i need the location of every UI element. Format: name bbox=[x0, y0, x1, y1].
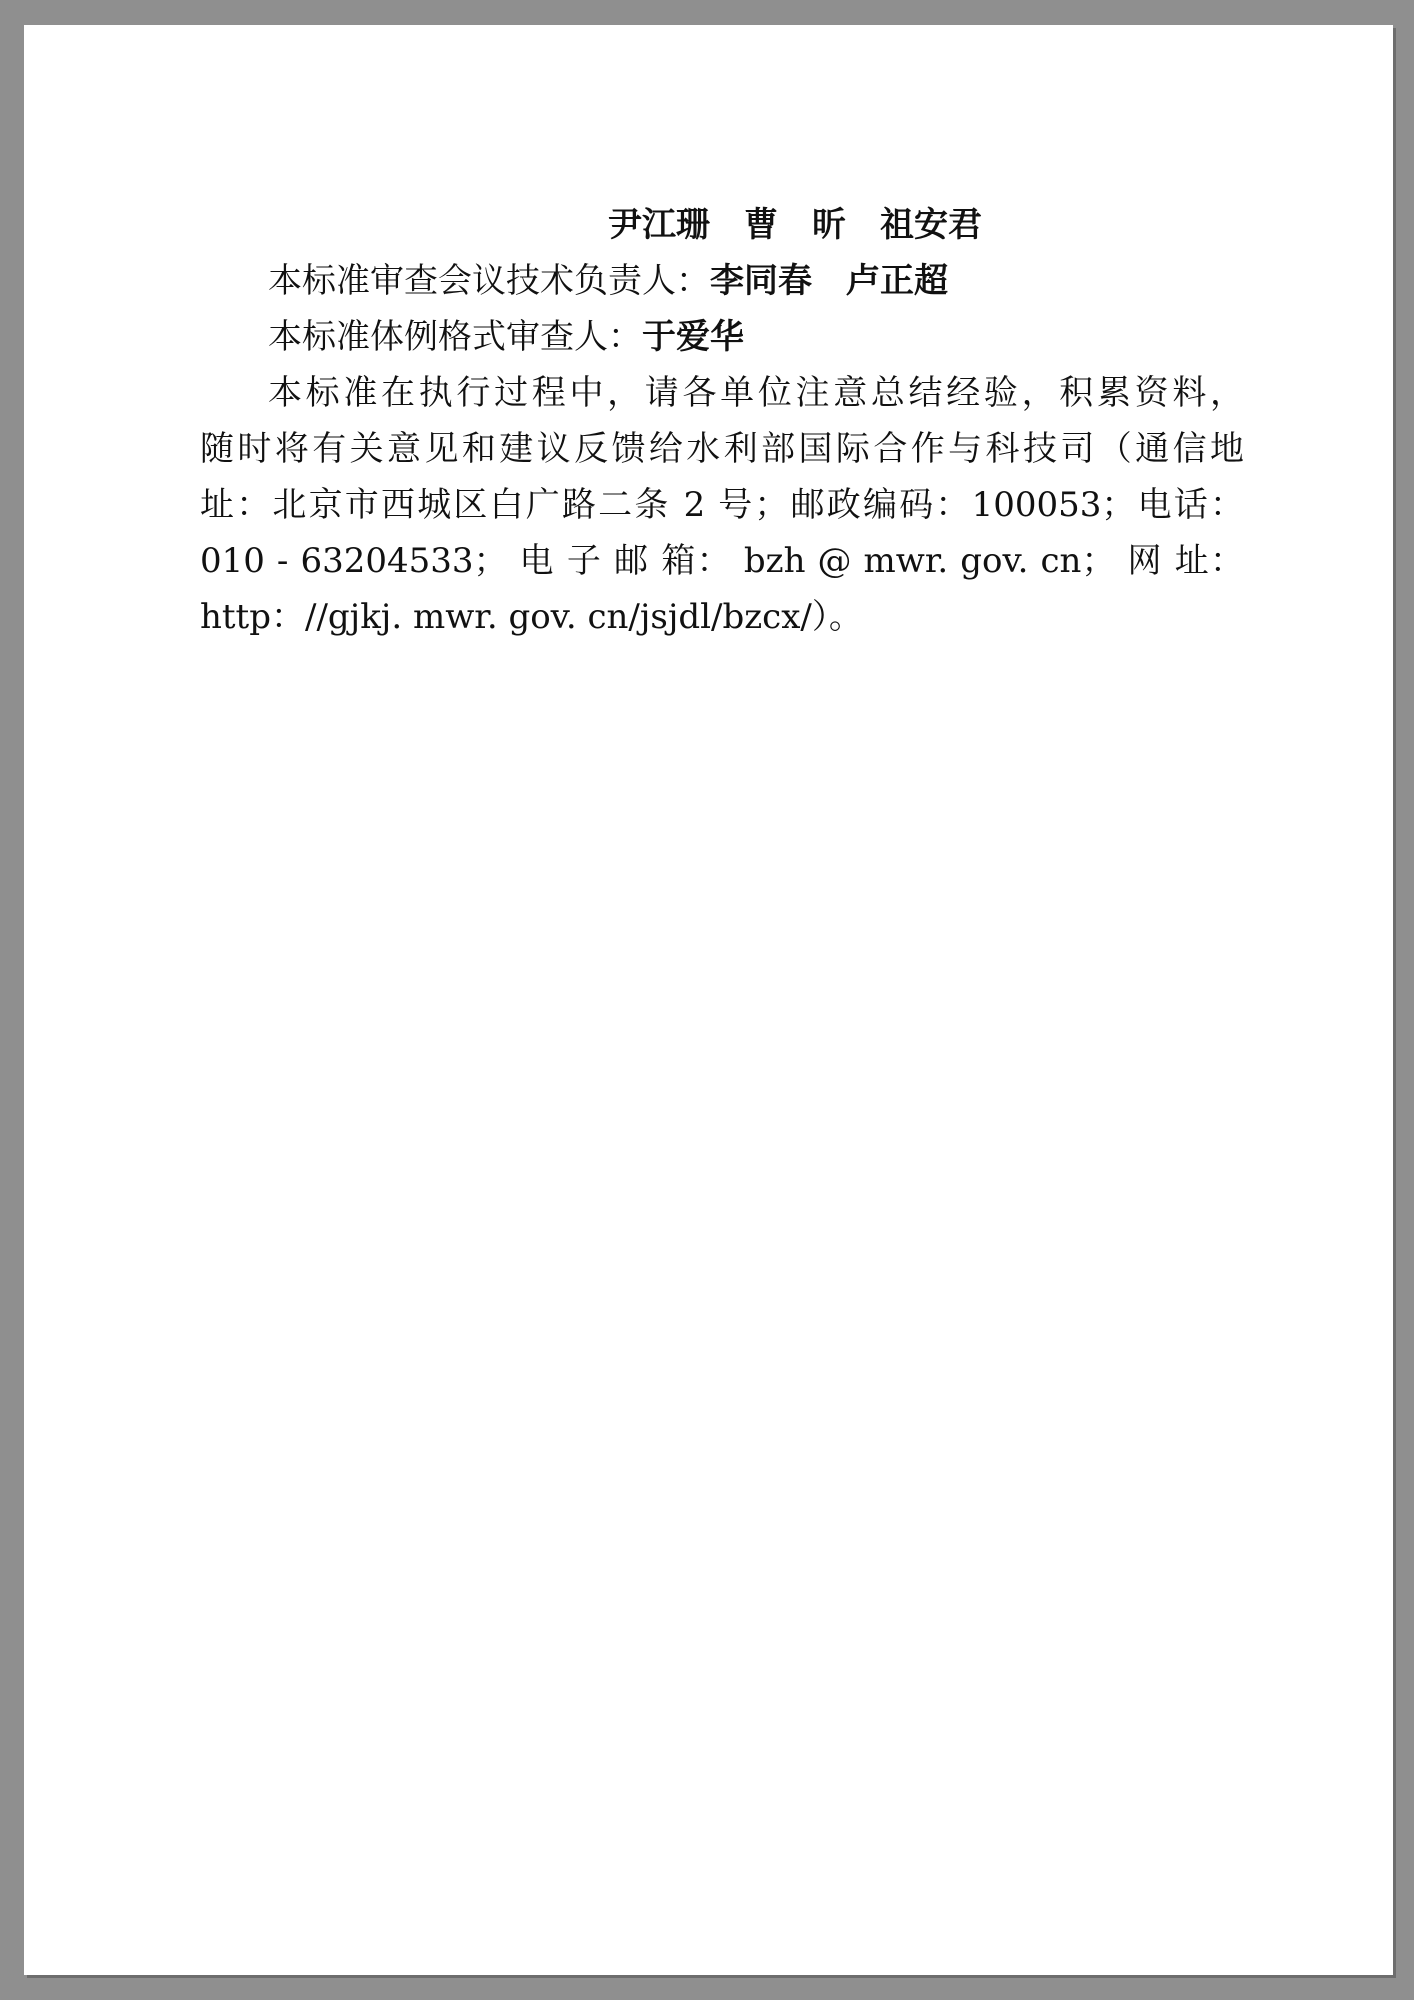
person-name: 尹江珊 bbox=[608, 205, 710, 245]
person-name: 昕 bbox=[812, 205, 846, 245]
drafter-names-continued bbox=[200, 197, 1244, 253]
format-reviewer-label: 本标准体例格式审查人： bbox=[268, 317, 642, 357]
meeting-lead-label: 本标准审查会议技术负责人： bbox=[268, 261, 710, 301]
person-name: 李同春 bbox=[710, 261, 812, 301]
notice-paragraph-line: 随时将有关意见和建议反馈给水利部国际合作与科技司（通信地 bbox=[200, 429, 1244, 469]
person-name: 祖安君 bbox=[880, 205, 982, 245]
document-content bbox=[200, 197, 1244, 645]
notice-paragraph-line: 本标准在执行过程中，请各单位注意总结经验，积累资料， bbox=[268, 373, 1244, 413]
document-page bbox=[24, 25, 1393, 1975]
format-reviewer bbox=[200, 309, 1244, 365]
person-name: 曹 bbox=[744, 205, 778, 245]
meeting-technical-lead bbox=[200, 253, 1244, 309]
person-name: 卢正超 bbox=[846, 261, 948, 301]
person-name: 于爱华 bbox=[642, 317, 744, 357]
notice-paragraph-line: 址：北京市西城区白广路二条 2 号；邮政编码：100053；电话： bbox=[200, 485, 1244, 525]
notice-paragraph-line: 010 - 63204533； 电 子 邮 箱： bzh @ mwr. gov. cn； 网 址： bbox=[200, 541, 1244, 581]
notice-paragraph-line: http：//gjkj. mwr. gov. cn/jsjdl/bzcx/）。 bbox=[200, 597, 863, 637]
